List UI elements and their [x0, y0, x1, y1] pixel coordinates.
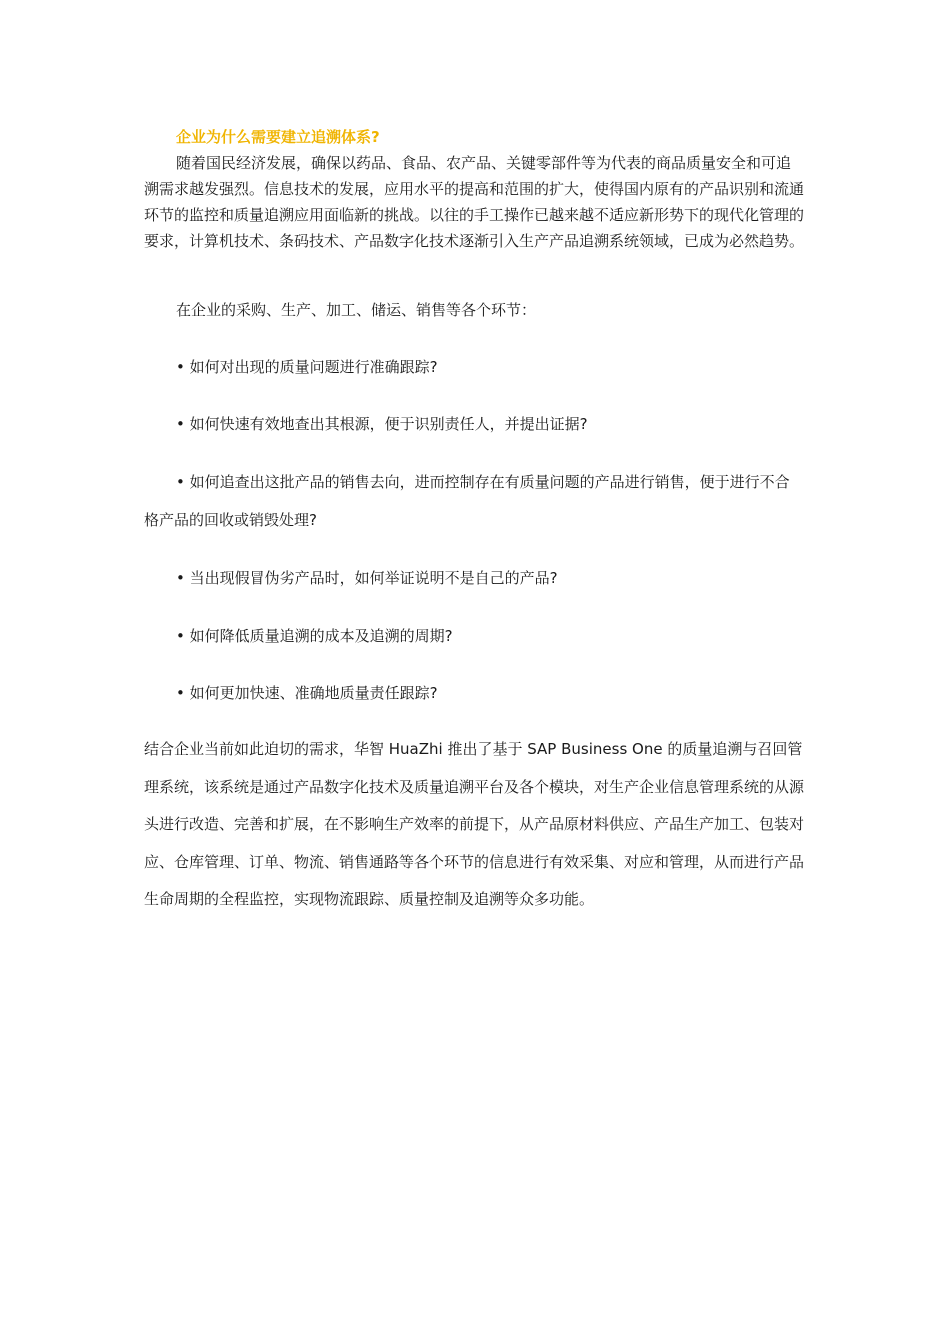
intro-paragraph: 随着国民经济发展，确保以药品、食品、农产品、关键零部件等为代表的商品质量安全和可追溯需求越发强烈。信息技术的发展，应用水平的提高和范围的扩大，使得国内原有的产品识别和流通环节的监控和质量追溯应用面临新的挑战。以往的手工操作已越来越不适应新形势下的现代化管理的要求，计算机技术、条码技术、产品数字化技术逐渐引入生产产品追溯系统领域，已成为必然趋势。	[144, 154, 805, 250]
question-text: 如何降低质量追溯的成本及追溯的周期?	[189, 627, 453, 645]
bullet-icon: •	[176, 684, 185, 702]
bullet-icon: •	[176, 627, 185, 645]
bullet-icon: •	[176, 358, 185, 376]
section-heading: 企业为什么需要建立追溯体系?	[176, 128, 380, 146]
question-text: 如何更加快速、准确地质量责任跟踪?	[189, 684, 438, 702]
question-text: 如何对出现的质量问题进行准确跟踪?	[189, 358, 438, 376]
question-item	[144, 617, 804, 655]
bullet-icon: •	[176, 415, 185, 433]
question-text: 如何追查出这批产品的销售去向，进而控制存在有质量问题的产品进行销售，便于进行不合格产品的回收或销毁处理?	[144, 473, 790, 529]
question-text: 如何快速有效地查出其根源，便于识别责任人，并提出证据?	[189, 415, 588, 433]
question-text: 当出现假冒伪劣产品时，如何举证说明不是自己的产品?	[189, 569, 558, 587]
closing-paragraph: 结合企业当前如此迫切的需求，华智 HuaZhi 推出了基于 SAP Business One 的质量追溯与召回管理系统，该系统是通过产品数字化技术及质量追溯平台及各个模块，对生产企业信息管理系统的从源头进行改造、完善和扩展，在不影响生产效率的前提下，从产品原材料供应、产品生产加工、包装对应、仓库管理、订单、物流、销售通路等各个环节的信息进行有效采集、对应和管理，从而进行产品生命周期的全程监控，实现物流跟踪、质量控制及追溯等众多功能。	[144, 740, 805, 908]
bullet-icon: •	[176, 569, 185, 587]
lead-paragraph: 在企业的采购、生产、加工、储运、销售等各个环节：	[176, 301, 537, 319]
question-item	[144, 348, 804, 386]
question-item	[144, 559, 804, 597]
question-item	[144, 463, 804, 539]
question-item	[144, 405, 804, 443]
question-item	[144, 674, 804, 712]
bullet-icon: •	[176, 473, 185, 491]
